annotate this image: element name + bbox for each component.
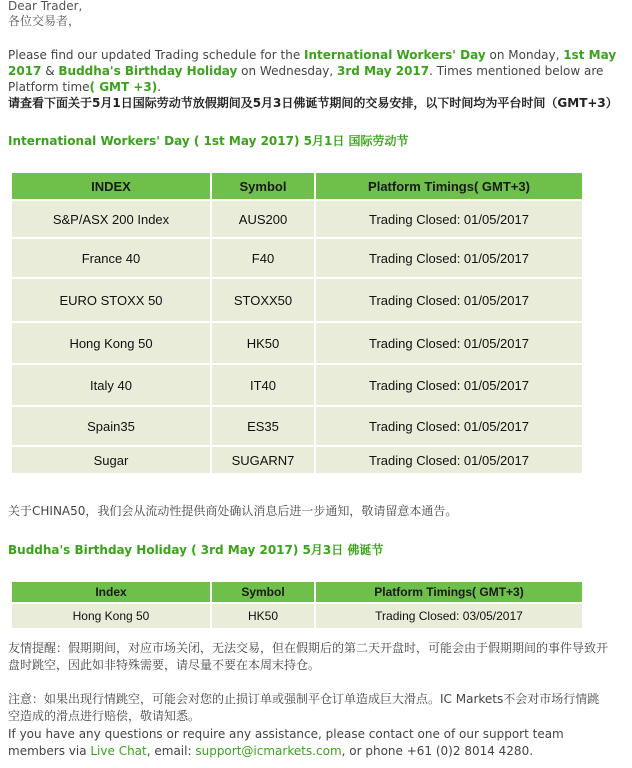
contact-text: If you have any questions or require any assistance, please contact one of our support team members via	[8, 727, 564, 758]
table-row	[11, 238, 583, 278]
intro-highlight-date1: 1st May 2017	[8, 48, 617, 78]
section1-title: International Workers' Day ( 1st May 2017) 5月1日 国际劳动节	[8, 134, 409, 148]
col-header-timings: Platform Timings( GMT+3)	[315, 172, 583, 200]
col-header-timings: Platform Timings( GMT+3)	[315, 581, 583, 603]
cell-timing: Trading Closed: 01/05/2017	[315, 364, 583, 406]
cell-timing: Trading Closed: 01/05/2017	[315, 406, 583, 446]
table-row	[11, 406, 583, 446]
cell-index: S&P/ASX 200 Index	[11, 200, 211, 238]
cell-index: Hong Kong 50	[11, 322, 211, 364]
intro-text: on Wednesday,	[237, 64, 338, 78]
greeting-en: Dear Trader,	[8, 0, 83, 13]
table-row	[11, 364, 583, 406]
cell-index: Spain35	[11, 406, 211, 446]
intro-highlight-date2: 3rd May 2017	[337, 64, 430, 78]
cell-timing: Trading Closed: 03/05/2017	[315, 603, 583, 629]
intro-paragraph	[8, 47, 620, 111]
cell-symbol: AUS200	[211, 200, 315, 238]
intro-highlight-buddha: Buddha's Birthday Holiday	[58, 64, 238, 78]
col-header-symbol: Symbol	[211, 581, 315, 603]
live-chat-link[interactable]: Live Chat	[90, 744, 147, 758]
contact-text: , email:	[146, 744, 196, 758]
cell-timing: Trading Closed: 01/05/2017	[315, 322, 583, 364]
intro-text: on Monday,	[485, 48, 564, 62]
col-header-index: Index	[11, 581, 211, 603]
reminder-paragraph: 友情提醒：假期期间，对应市场关闭，无法交易，但在假期后的第二天开盘时，可能会由于假期期间的事件导致开盘时跳空，因此如非特殊需要，请尽量不要在本周末持仓。	[8, 641, 609, 672]
col-header-symbol: Symbol	[211, 172, 315, 200]
cell-timing: Trading Closed: 01/05/2017	[315, 200, 583, 238]
cell-index: France 40	[11, 238, 211, 278]
col-header-index: INDEX	[11, 172, 211, 200]
cell-index: EURO STOXX 50	[11, 278, 211, 322]
cell-index: Sugar	[11, 446, 211, 474]
cell-index: Italy 40	[11, 364, 211, 406]
intro-highlight-gmt: ( GMT +3)	[89, 80, 158, 94]
greeting-cn: 各位交易者，	[8, 14, 81, 28]
cell-index: Hong Kong 50	[11, 603, 211, 629]
section2-title: Buddha's Birthday Holiday ( 3rd May 2017) 5月3日 佛诞节	[8, 543, 384, 557]
buddha-birthday-table	[10, 580, 584, 630]
china50-note: 关于CHINA50，我们会从流动性提供商处确认消息后进一步通知，敬请留意本通告。	[8, 504, 458, 518]
workers-day-table	[10, 171, 584, 475]
cell-symbol: F40	[211, 238, 315, 278]
table-header-row	[11, 172, 583, 200]
cell-symbol: ES35	[211, 406, 315, 446]
table-row	[11, 446, 583, 474]
intro-text: . Times mentioned below are Platform time	[8, 64, 604, 94]
contact-paragraph	[8, 726, 578, 760]
support-email-link[interactable]: support@icmarkets.com	[195, 744, 342, 758]
intro-text: &	[41, 64, 59, 78]
cell-symbol: HK50	[211, 322, 315, 364]
cell-timing: Trading Closed: 01/05/2017	[315, 446, 583, 474]
table-row	[11, 603, 583, 629]
contact-text: , or phone +61 (0)2 8014 4280.	[341, 744, 534, 758]
cell-symbol: HK50	[211, 603, 315, 629]
intro-cn: 请查看下面关于5月1日国际劳动节放假期间及5月3日佛诞节期间的交易安排，以下时间均为平台时间（GMT+3）	[8, 96, 618, 110]
greeting	[8, 0, 632, 29]
table-row	[11, 322, 583, 364]
cell-timing: Trading Closed: 01/05/2017	[315, 278, 583, 322]
table-header-row	[11, 581, 583, 603]
cell-symbol: STOXX50	[211, 278, 315, 322]
cell-timing: Trading Closed: 01/05/2017	[315, 238, 583, 278]
cell-symbol: IT40	[211, 364, 315, 406]
table-row	[11, 278, 583, 322]
cell-symbol: SUGARN7	[211, 446, 315, 474]
table-row	[11, 200, 583, 238]
intro-text: .	[157, 80, 162, 94]
intro-highlight-workers-day: International Workers' Day	[304, 48, 486, 62]
caution-paragraph: 注意：如果出现行情跳空，可能会对您的止损订单或强制平仓订单造成巨大滑点。IC Markets不会对市场行情跳空造成的滑点进行赔偿，敬请知悉。	[8, 692, 600, 723]
intro-text: Please find our updated Trading schedule for the	[8, 48, 305, 62]
